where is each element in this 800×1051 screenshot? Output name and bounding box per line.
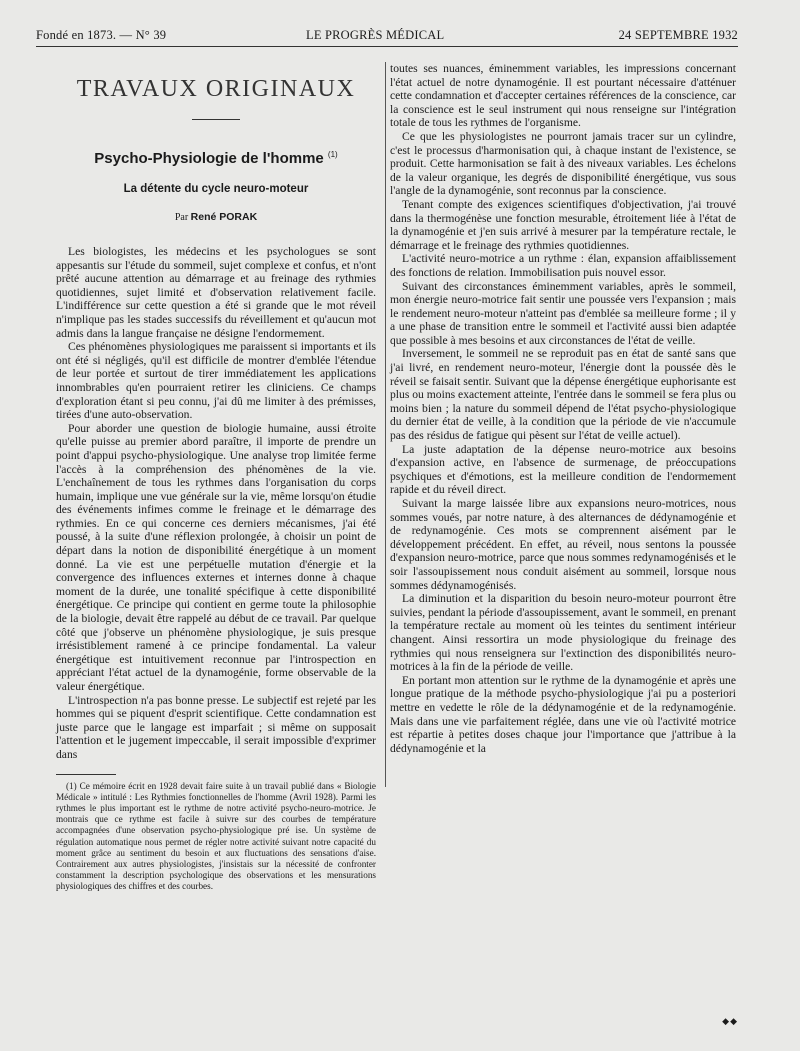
paragraph: La juste adaptation de la dépense neuro-motrice aux besoins d'expansion active, en l'absence de surmenage, de préoccupations psychiques et d'émotions, est la meilleure condition de l'endormement rapide et du réveil direct. [390,442,736,497]
paragraph: Suivant des circonstances éminemment variables, après le sommeil, mon énergie neuro-motrice fait sentir une poussée vers l'expansion ; mais le rendement neuro-moteur n'atteint pas d'emblée sa meilleure forme ; il y a une phase de transition entre le sommeil et l'activité aussi bien adaptée que possible à mes besoins et aux circonstances de l'état de veille. [390,279,736,347]
footnote-rule [56,774,116,775]
section-title: TRAVAUX ORIGINAUX [76,76,356,102]
paragraph: Ce que les physiologistes ne pourront jamais tracer sur un cylindre, c'est le processus d'harmonisation qui, à chaque instant de l'existence, se produit. Cette harmonisation se fait à des niveaux variables. Les échelons de la valeur organique, les degrés de disponibilité énergétique, vus sous l'angle de la dynamogénie, sont reconnus par la conscience. [390,129,736,198]
paragraph: Pour aborder une question de biologie humaine, aussi étroite qu'elle puisse au premier abord paraître, il importe de prendre un point d'appui psycho-physiologique. Une analyse trop limitée ferme l'accès à la compréhension des phénomènes de la vie. L'enchaînement de tous les rythmes dans l'organisation du corps humain, implique une vue générale sur la vie, même lorsqu'on étudie des événements infimes comme le freinage et le démarrage des rythmies. En ce qui concerne ces derniers mécanismes, j'ai été poussé, à la suite d'une réflexion prolongée, à choisir un point de départ dans la notion de disponibilité énergétique à un moment donné. La vie est une perpétuelle mutation d'énergie et la convergence des influences externes et internes donne à chaque moment de la durée, une tonalité spécifique à cette disponibilité énergétique. Ce principe qui contient en germe toute la philosophie de la biologie, devait être rappelé au début de ce travail. Par quelque côté que j'observe un phénomène physiologique, je suis presque irrésistiblement ramené à ce principe fondamental. La valeur énergétique est intuitivement reconnue par l'introspection en appréciant l'état actuel de la dynamogénie, forme observable de la valeur énergétique. [56,421,376,693]
paragraph: Suivant la marge laissée libre aux expansions neuro-motrices, nous sommes voués, par notre nature, à des alternances de dédynamogénie et de redynamogénie. Ces mots se comprennent aisément par le développement précédent. En effet, au réveil, nous sentons la poussée d'expansion neuro-motrice, parce que nous sommes redynamogénisés et le soir l'assoupissement nous conduit aisément au sommeil, lorsque nous sommes dédynamogénisés. [390,497,736,592]
journal-name: LE PROGRÈS MÉDICAL [306,28,445,42]
header-rule [36,46,738,47]
page-header [36,28,738,48]
end-ornament: ◆◆ [722,1016,738,1026]
title-rule [192,119,240,120]
paragraph: L'activité neuro-motrice a un rythme : élan, expansion affaiblissement des fonctions de relation. Immobilisation puis nouvel essor. [390,252,736,279]
paragraph: Ces phénomènes physiologiques me paraissent si importants et ils ont été si négligés, qu'il est difficile de montrer d'emblée l'étendue de leur portée et surtout de tirer immédiatement les applications innombrables qu'en pourraient retirer les cliniciens. Ce champs d'exploration étant si peu connu, j'ai dû me limiter à des prémisses, tirées d'une auto-observation. [56,340,376,422]
author-name: René PORAK [190,211,258,223]
paragraph: Inversement, le sommeil ne se reproduit pas en état de santé sans que j'ai livré, en rendement neuro-moteur, l'énergie dont la poussée dès le réveil se faisait sentir. Suivant que la dépense énergétique euphorisante est plus ou moins exactement atteinte, l'entrée dans le sommeil se fera plus ou moins bien ; la nature du sommeil dépend de l'état psycho-physiologique du dernier état de veille, à la condition que la période de vie n'accumule pas des résidus de fatigue qui pèsent sur l'état de veille actuel). [390,347,736,443]
paragraph: Tenant compte des exigences scientifiques d'objectivation, j'ai trouvé dans la thermogénèse une fonction mesurable, étroitement liée à l'état de la dynamogénie et j'en suis arrivé à mesurer par la température rectale, le démarrage et le freinage des rythmies quotidiennes. [390,197,736,252]
founded-issue: Fondé en 1873. — N° 39 [36,28,167,42]
paragraph: toutes ses nuances, éminemment variables, les impressions concernant l'état actuel de notre dynamogénie. Il est pourtant nécessaire d'atténuer cette condamnation et d'accepter certaines références de la conscience, car la conscience est le seul instrument qui nous renseigne sur l'intégration totale de tous les rythmes de l'organisme. [390,62,736,130]
paragraph: La diminution et la disparition du besoin neuro-moteur pourront être suivies, pendant la période d'assoupissement, avant le sommeil, en prenant la température rectale au moment où les teintes du sentiment intérieur changent. Ainsi ressortira un mode physiologique du freinage des rythmies qui nous renseignera sur l'extinction des disponibilités neuro-motrices à la fin de la période de veille. [390,592,736,674]
issue-date: 24 SEPTEMBRE 1932 [618,28,738,42]
article-title-text: Psycho-Physiologie de l'homme [94,150,324,167]
paragraph: L'introspection n'a pas bonne presse. Le subjectif est rejeté par les hommes qui se piquent d'esprit scientifique. Cette condamnation est juste parce que le langage est imparfait ; si même on supposait l'attention et le jugement impeccable, il serait impossible d'exprimer dans [56,693,376,761]
left-body [56,245,376,762]
article-subtitle: La détente du cycle neuro-moteur [123,183,309,195]
byline [56,211,376,223]
column-divider [385,62,386,787]
left-column [56,68,376,893]
right-column [390,62,736,755]
byline-prefix: Par [174,212,189,223]
article-title [56,150,376,167]
paragraph: Les biologistes, les médecins et les psychologues se sont appesantis sur l'étude du sommeil, sujet complexe et confus, et n'ont prêté aucune attention au démarrage et au freinage des rythmies quotidiennes, sujet limité et d'observation relativement facile. L'indifférence sur cette question a été si grande que le mot réveil n'implique pas les stades successifs du réveillement et qu'aucun mot admis dans la langue française ne désigne l'endormement. [56,245,376,340]
footnote: (1) Ce mémoire écrit en 1928 devait faire suite à un travail publié dans « Biologie Médicale » intitulé : Les Rythmies fonctionnelles de l'homme (Avril 1928). Parmi les rythmes le plus important est le rythme de notre activité psycho-neuro-motrice. Je montrais que ce rythme est facile à suivre sur des courbes de température accompagnées d'une observation psycho-physiologique pré ise. Un système de régulation automatique nous permet de régler notre activité suivant notre capacité du moment grâce au sentiment du besoin et aux fluctuations des sensations d'aise. Contrairement aux autres physiologistes, j'insistais sur la nécessité de confronter constamment la description psychologique des observations et les mensurations physiologiques des chiffres et des courbes. [56,780,376,892]
footnote-marker: (1) [327,150,338,159]
paragraph: En portant mon attention sur le rythme de la dynamogénie et après une longue pratique de la méthode psycho-physiologique j'ai pu a posteriori mettre en vedette le rôle de la dédynamogénie et de la redynamogénie. Mais dans une vie parfaitement réglée, dans une vie où l'activité motrice est répartie à petites doses chaque jour l'importance que j'attribue à la dédynamogénie et la [390,673,736,755]
